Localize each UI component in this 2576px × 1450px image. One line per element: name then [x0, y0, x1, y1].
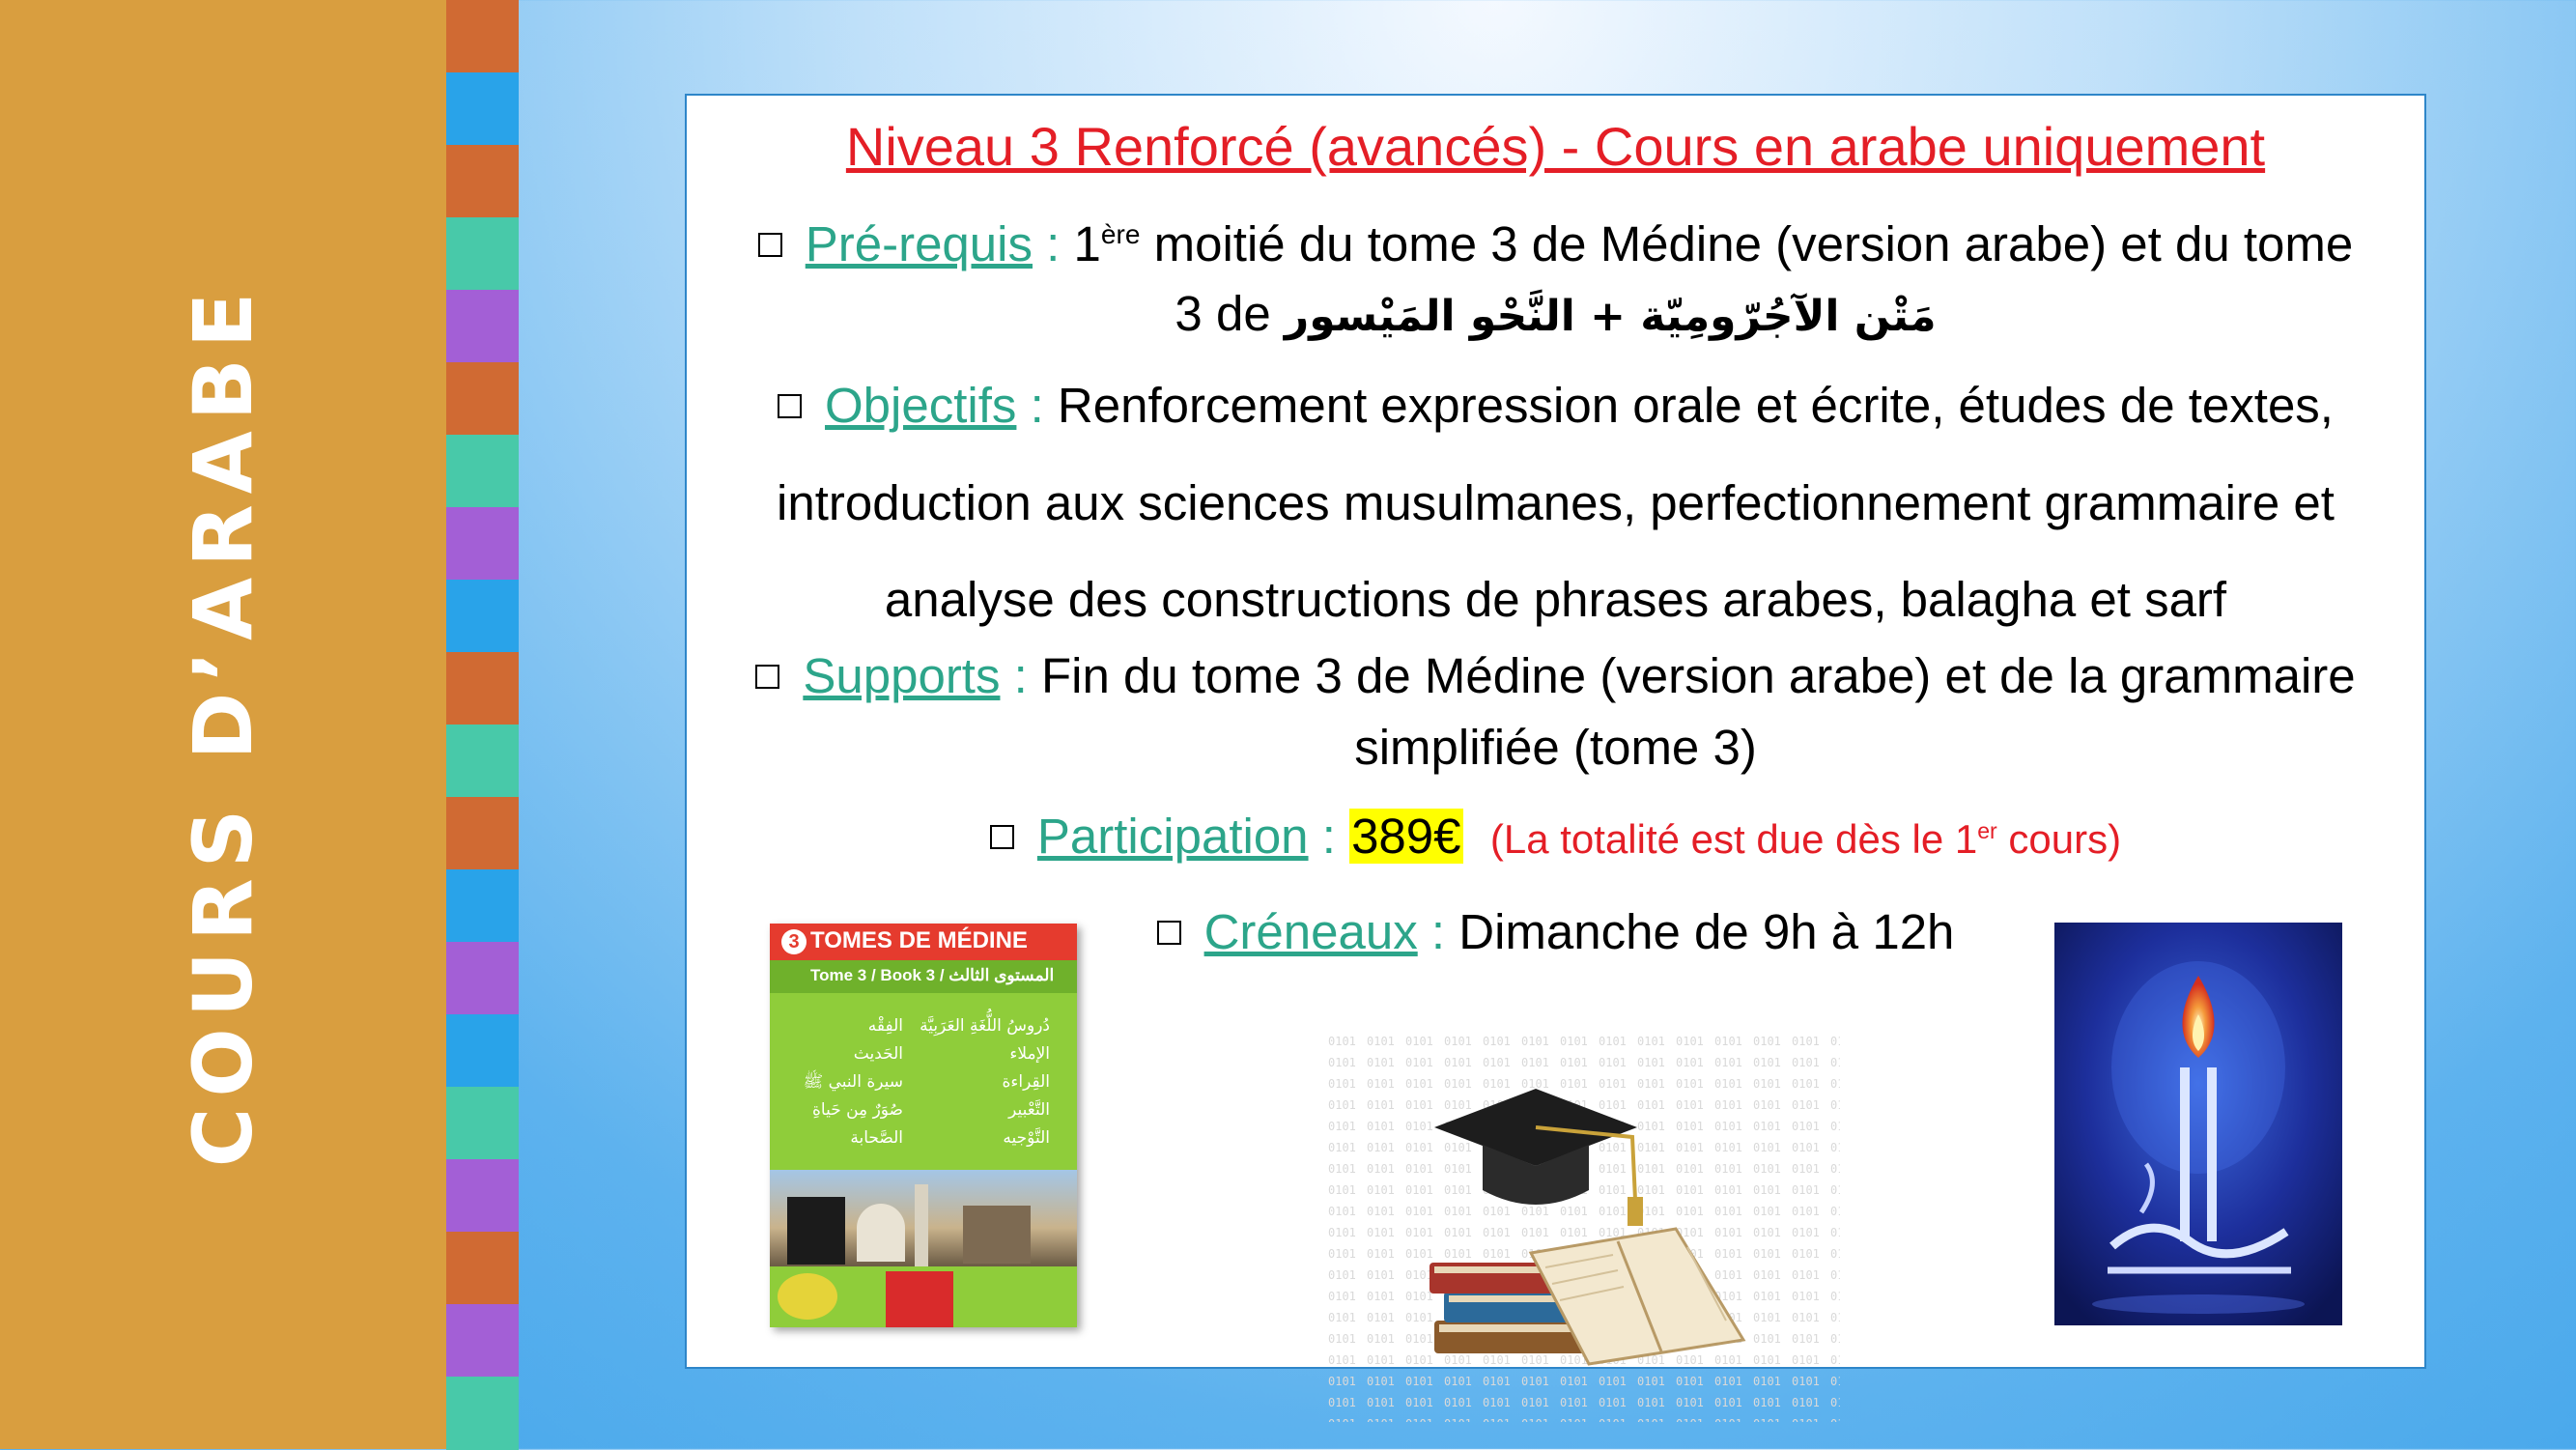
- book-cover-list-right: دُروسُ اللُّغَةِ العَرَبِيَّة الإملاء القِراءة التَّعْبير التَّوْجيه: [920, 1016, 1050, 1148]
- color-stripe: [446, 435, 519, 508]
- color-stripes: [446, 0, 519, 1449]
- payment-note: (La totalité est due dès le 1er cours): [1489, 816, 2122, 862]
- creneaux-label: Créneaux: [1203, 904, 1418, 959]
- color-stripe: [446, 1304, 519, 1378]
- square-bullet-icon: [990, 825, 1014, 849]
- participation-line: Participation : 389€ (La totalité est due dès le 1er cours): [687, 808, 2424, 865]
- square-bullet-icon: [778, 394, 802, 418]
- prereq-label: Pré-requis: [805, 216, 1033, 271]
- square-bullet-icon: [755, 665, 779, 689]
- color-stripe: [446, 72, 519, 146]
- color-stripe: [446, 145, 519, 218]
- color-stripe: [446, 290, 519, 363]
- candle-calligraphy-icon: [2054, 923, 2342, 1325]
- color-stripe: [446, 1377, 519, 1450]
- color-stripe: [446, 1159, 519, 1233]
- objectifs-line: Objectifs : Renforcement expression orale et écrite, études de textes,: [687, 377, 2424, 434]
- objectifs-line-3: analyse des constructions de phrases arabes, balagha et sarf: [884, 572, 2227, 627]
- creneaux-line: Créneaux : Dimanche de 9h à 12h: [687, 903, 2424, 960]
- color-stripe: [446, 725, 519, 798]
- supports-line-2: simplifiée (tome 3): [1354, 720, 1757, 775]
- color-stripe: [446, 1087, 519, 1160]
- color-stripe: [446, 362, 519, 436]
- prereq-line-2: 3 de مَتْن الآجُرّومِيّة + النَّحْو المَيْسور: [1175, 286, 1937, 341]
- book-cover-subtitle: Tome 3 / Book 3 / المستوى الثالث: [810, 966, 1055, 984]
- color-stripe: [446, 797, 519, 870]
- price: 389€: [1351, 809, 1461, 864]
- course-title: Niveau 3 Renforcé (avancés) - Cours en arabe uniquement: [845, 116, 2266, 177]
- color-stripe: [446, 217, 519, 291]
- content-card: [685, 94, 2426, 1369]
- arabic-books: مَتْن الآجُرّومِيّة + النَّحْو المَيْسور: [1284, 292, 1937, 341]
- color-stripe: [446, 942, 519, 1015]
- objectifs-label: Objectifs: [825, 378, 1017, 433]
- color-stripe: [446, 652, 519, 725]
- supports-label: Supports: [803, 648, 1001, 703]
- book-cover-title: TOMES DE MÉDINE: [810, 927, 1028, 953]
- graduation-cap-books-icon: [1328, 1031, 1840, 1422]
- sidebar: [0, 0, 446, 1449]
- participation-label: Participation: [1036, 809, 1309, 864]
- color-stripe: [446, 869, 519, 943]
- color-stripe: [446, 1232, 519, 1305]
- square-bullet-icon: [758, 233, 782, 257]
- color-stripe: [446, 1014, 519, 1088]
- prereq-line: Pré-requis : 1ère moitié du tome 3 de Médine (version arabe) et du tome: [687, 215, 2424, 272]
- sidebar-title: COURS D’ARABE: [176, 281, 270, 1168]
- course-title-line: [687, 115, 2424, 178]
- supports-line: Supports : Fin du tome 3 de Médine (version arabe) et de la grammaire: [687, 647, 2424, 704]
- color-stripe: [446, 0, 519, 73]
- objectifs-line-2: introduction aux sciences musulmanes, perfectionnement grammaire et: [777, 475, 2335, 530]
- medine-book-cover-icon: 3 TOMES DE MÉDINE Tome 3 / Book 3 / المستوى الثالث دُروسُ اللُّغَةِ العَرَبِيَّة الإملاء القِراءة التَّعْبير التَّوْجيه الفِقْه الحَديث سيرة النبي ﷺ صُوَرٌ مِن حَياةِ الصَّحابة: [770, 924, 1077, 1327]
- square-bullet-icon: [1157, 921, 1181, 945]
- color-stripe: [446, 507, 519, 581]
- book-cover-list-left: الفِقْه الحَديث سيرة النبي ﷺ صُوَرٌ مِن حَياةِ الصَّحابة: [803, 1016, 903, 1148]
- color-stripe: [446, 580, 519, 653]
